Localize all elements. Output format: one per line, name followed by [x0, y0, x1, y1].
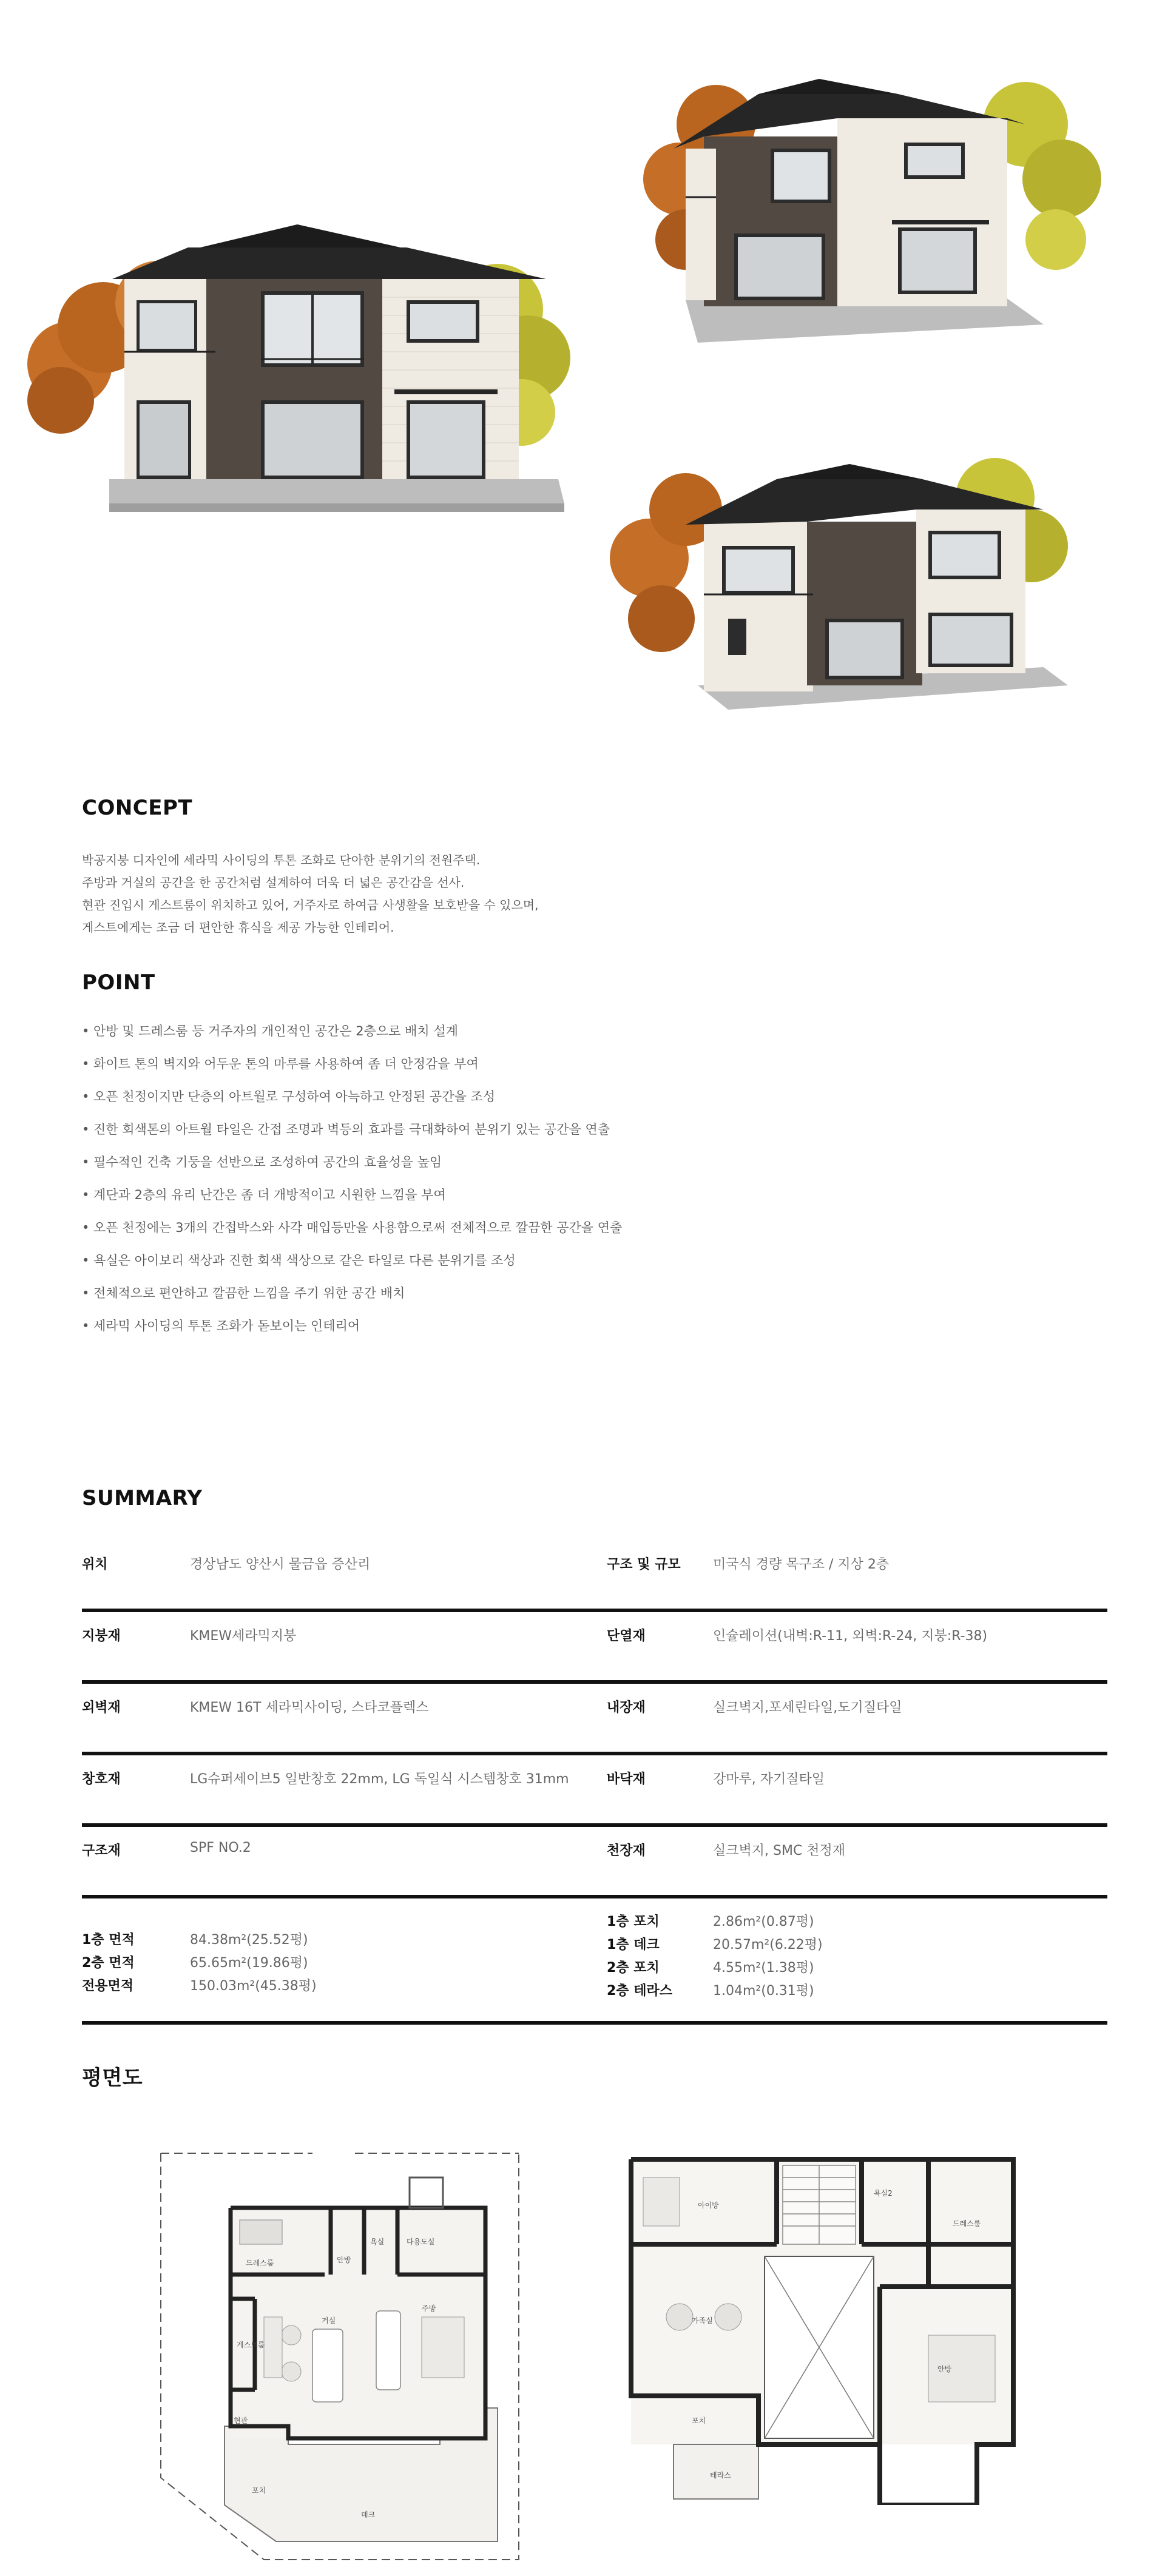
- summary-table: [82, 1541, 1107, 2025]
- summary-value: 실크벽지, SMC 천정재: [713, 1843, 846, 1858]
- room-label-deck: 데크: [361, 2510, 376, 2519]
- point-item: • 전체적으로 편안하고 깔끔한 느낌을 주기 위한 공간 배치: [82, 1286, 405, 1300]
- room-label-main-bedroom-2f: 안방: [937, 2365, 952, 2373]
- concept-body: [82, 849, 749, 939]
- area-label: 1층 데크: [607, 1937, 660, 1952]
- room-label-bathroom: 욕실: [370, 2238, 385, 2246]
- point-item: • 오픈 천정이지만 단층의 아트월로 구성하여 아늑하고 안정된 공간을 조성: [82, 1089, 496, 1104]
- summary-value: 실크벽지,포세린타일,도기질타일: [713, 1700, 902, 1715]
- floorplan-second-floor: [625, 2141, 1025, 2505]
- room-label-utility: 다용도실: [407, 2238, 435, 2246]
- summary-value: 미국식 경량 목구조 / 지상 2층: [713, 1557, 890, 1572]
- area-value: 4.55m²(1.38평): [713, 1960, 814, 1976]
- summary-row-structure: [82, 1827, 1107, 1898]
- point-item: • 필수적인 건축 기둥을 선반으로 조성하여 공간의 효율성을 높임: [82, 1155, 442, 1169]
- area-values-right: [713, 1911, 823, 2003]
- concept-line: 현관 진입시 게스트룸이 위치하고 있어, 거주자로 하여금 사생활을 보호받을 수 있으며,: [82, 898, 539, 912]
- area-labels-right: [607, 1911, 672, 2003]
- summary-row-location: [82, 1541, 1107, 1612]
- house-rear-left-render: [607, 419, 1104, 722]
- room-label-porch-2f: 포치: [692, 2416, 706, 2425]
- room-label-family-room: 가족실: [692, 2316, 713, 2325]
- summary-label: 위치: [82, 1557, 108, 1572]
- room-label-living: 거실: [322, 2316, 336, 2325]
- room-label-guestroom: 게스트룸: [237, 2341, 265, 2349]
- summary-value: KMEW 16T 세라믹사이딩, 스타코플렉스: [190, 1700, 429, 1715]
- summary-value: LG슈퍼세이브5 일반창호 22mm, LG 독일식 시스템창호 31mm: [190, 1772, 569, 1787]
- area-label: 2층 포치: [607, 1960, 660, 1976]
- room-label-kitchen: 주방: [422, 2304, 436, 2313]
- summary-label: 지붕재: [82, 1629, 121, 1644]
- summary-value: 경상남도 양산시 물금읍 증산리: [190, 1557, 371, 1572]
- summary-label: 천장재: [607, 1843, 646, 1858]
- area-value: 65.65m²(19.86평): [190, 1956, 308, 1971]
- point-item: • 세라믹 사이딩의 투톤 조화가 돋보이는 인테리어: [82, 1319, 360, 1333]
- summary-label: 바닥재: [607, 1772, 646, 1787]
- point-title: POINT: [82, 970, 155, 995]
- house-front-render: [18, 200, 576, 528]
- point-item: • 진한 회색톤의 아트월 타일은 간접 조명과 벽등의 효과를 극대화하여 분위기 있는 공간을 연출: [82, 1122, 610, 1137]
- room-label-main-bedroom: 안방: [337, 2256, 351, 2264]
- summary-label: 단열재: [607, 1629, 646, 1644]
- room-label-porch: 포치: [252, 2486, 266, 2495]
- point-item: • 계단과 2층의 유리 난간은 좀 더 개방적이고 시원한 느낌을 부여: [82, 1188, 446, 1202]
- room-label-terrace: 테라스: [710, 2471, 731, 2480]
- area-value: 20.57m²(6.22평): [713, 1937, 823, 1952]
- area-labels-left: [82, 1929, 135, 1998]
- room-label-entrance: 현관: [234, 2416, 248, 2425]
- summary-value: 인슐레이션(내벽:R-11, 외벽:R-24, 지붕:R-38): [713, 1629, 988, 1644]
- concept-title: CONCEPT: [82, 796, 193, 820]
- area-label: 1층 면적: [82, 1932, 135, 1948]
- summary-row-exterior: [82, 1684, 1107, 1755]
- summary-value: 강마루, 자기질타일: [713, 1772, 825, 1787]
- summary-label: 구조 및 규모: [607, 1557, 681, 1572]
- room-label-kids-room: 아이방: [698, 2201, 719, 2210]
- summary-label: 창호재: [82, 1772, 121, 1787]
- area-value: 2.86m²(0.87평): [713, 1914, 814, 1929]
- concept-line: 게스트에게는 조금 더 편안한 휴식을 제공 가능한 인테리어.: [82, 920, 394, 935]
- summary-value: SPF NO.2: [190, 1840, 251, 1855]
- point-item: • 안방 및 드레스룸 등 거주자의 개인적인 공간은 2층으로 배치 설계: [82, 1024, 458, 1038]
- summary-label: 외벽재: [82, 1700, 121, 1715]
- point-list: [82, 1020, 931, 1348]
- area-label: 전용면적: [82, 1979, 134, 1994]
- summary-row-windows: [82, 1755, 1107, 1827]
- summary-row-roof: [82, 1612, 1107, 1684]
- floorplan-title: 평면도: [82, 2066, 143, 2090]
- floorplan-first-floor: [155, 2147, 525, 2566]
- summary-label: 구조재: [82, 1843, 121, 1858]
- area-value: 1.04m²(0.31평): [713, 1983, 814, 1999]
- room-label-dressroom-2f: 드레스룸: [953, 2219, 981, 2228]
- area-label: 2층 면적: [82, 1956, 135, 1971]
- concept-line: 주방과 거실의 공간을 한 공간처럼 설계하여 더욱 더 넓은 공간감을 선사.: [82, 875, 465, 890]
- house-rear-right-render: [637, 58, 1116, 361]
- point-item: • 오픈 천정에는 3개의 간접박스와 사각 매입등만을 사용함으로써 전체적으로 깔끔한 공간을 연출: [82, 1220, 623, 1235]
- concept-line: 박공지붕 디자인에 세라믹 사이딩의 투톤 조화로 단아한 분위기의 전원주택.: [82, 853, 481, 867]
- area-value: 150.03m²(45.38평): [190, 1979, 317, 1994]
- summary-row-areas: [82, 1898, 1107, 2025]
- point-item: • 욕실은 아이보리 색상과 진한 회색 색상으로 같은 타일로 다른 분위기를 조성: [82, 1253, 516, 1268]
- summary-title: SUMMARY: [82, 1486, 203, 1510]
- point-item: • 화이트 톤의 벽지와 어두운 톤의 마루를 사용하여 좀 더 안정감을 부여: [82, 1057, 479, 1071]
- area-values-left: [190, 1929, 317, 1998]
- area-label: 1층 포치: [607, 1914, 660, 1929]
- summary-label: 내장재: [607, 1700, 646, 1715]
- area-label: 2층 테라스: [607, 1983, 672, 1999]
- summary-value: KMEW세라믹지붕: [190, 1629, 297, 1644]
- area-value: 84.38m²(25.52평): [190, 1932, 308, 1948]
- room-label-dressroom: 드레스룸: [246, 2259, 274, 2267]
- room-label-bathroom2: 욕실2: [874, 2189, 893, 2198]
